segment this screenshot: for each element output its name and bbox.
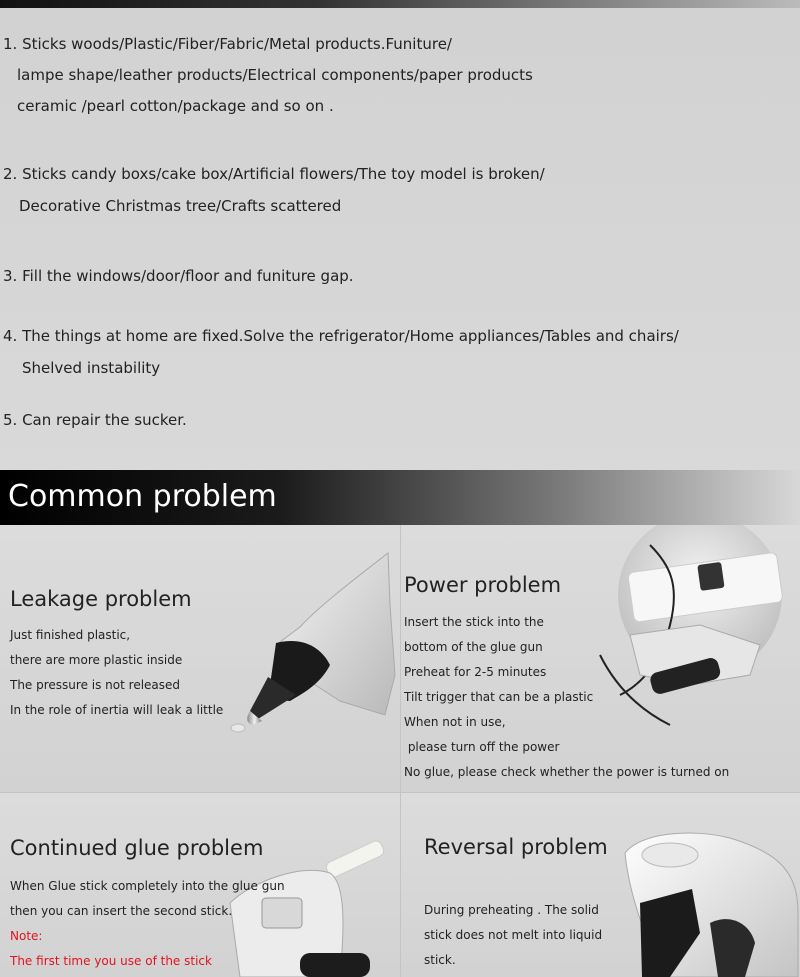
power-line-6: please turn off the power bbox=[404, 740, 560, 754]
use-item-5-line-1: 5. Can repair the sucker. bbox=[3, 411, 187, 429]
reversal-line-2: stick does not melt into liquid bbox=[424, 928, 603, 942]
top-banner-strip bbox=[0, 0, 800, 8]
section-title: Common problem bbox=[8, 479, 277, 514]
continued-line-2: then you can insert the second stick. bbox=[10, 904, 233, 918]
use-item-2-line-2: Decorative Christmas tree/Crafts scattered bbox=[19, 197, 342, 215]
leakage-line-2: there are more plastic inside bbox=[10, 653, 183, 667]
power-line-5: When not in use, bbox=[404, 715, 506, 729]
leakage-line-3: The pressure is not released bbox=[10, 678, 181, 692]
glue-gun-handle-image bbox=[400, 793, 800, 977]
use-item-3-line-1: 3. Fill the windows/door/floor and funiture gap. bbox=[3, 267, 354, 285]
power-line-3: Preheat for 2-5 minutes bbox=[404, 665, 547, 679]
reversal-line-1: During preheating . The solid bbox=[424, 903, 599, 917]
leakage-title: Leakage problem bbox=[10, 587, 192, 611]
power-panel bbox=[400, 525, 800, 792]
continued-line-1: When Glue stick completely into the glue gun bbox=[10, 879, 285, 893]
use-item-1-line-3: ceramic /pearl cotton/package and so on . bbox=[17, 97, 334, 115]
note-label: Note: bbox=[10, 929, 43, 943]
leakage-line-4: In the role of inertia will leak a little bbox=[10, 703, 224, 717]
power-line-1: Insert the stick into the bbox=[404, 615, 544, 629]
section-header bbox=[0, 470, 800, 525]
power-line-4: Tilt trigger that can be a plastic bbox=[404, 690, 594, 704]
use-item-1-line-2: lampe shape/leather products/Electrical components/paper products bbox=[17, 66, 533, 84]
use-item-4-line-2: Shelved instability bbox=[22, 359, 161, 377]
panel-divider-vertical bbox=[400, 525, 401, 977]
leakage-line-1: Just finished plastic, bbox=[10, 628, 131, 642]
reversal-panel bbox=[400, 793, 800, 977]
continued-title: Continued glue problem bbox=[10, 836, 264, 860]
uses-section bbox=[0, 8, 800, 470]
reversal-line-3: stick. bbox=[424, 953, 456, 967]
use-item-1-line-1: 1. Sticks woods/Plastic/Fiber/Fabric/Metal products.Funiture/ bbox=[3, 35, 452, 53]
use-item-2-line-1: 2. Sticks candy boxs/cake box/Artificial flowers/The toy model is broken/ bbox=[3, 165, 545, 183]
panel-divider-horizontal bbox=[0, 792, 800, 793]
use-item-4-line-1: 4. The things at home are fixed.Solve the refrigerator/Home appliances/Tables and chairs/ bbox=[3, 327, 679, 345]
power-title: Power problem bbox=[404, 573, 562, 597]
power-line-7: No glue, please check whether the power is turned on bbox=[404, 765, 730, 779]
continued-glue-panel bbox=[0, 793, 400, 977]
leakage-panel bbox=[0, 525, 400, 792]
note-text: The first time you use of the stick bbox=[10, 954, 212, 968]
reversal-title: Reversal problem bbox=[424, 835, 608, 859]
power-line-2: bottom of the glue gun bbox=[404, 640, 543, 654]
